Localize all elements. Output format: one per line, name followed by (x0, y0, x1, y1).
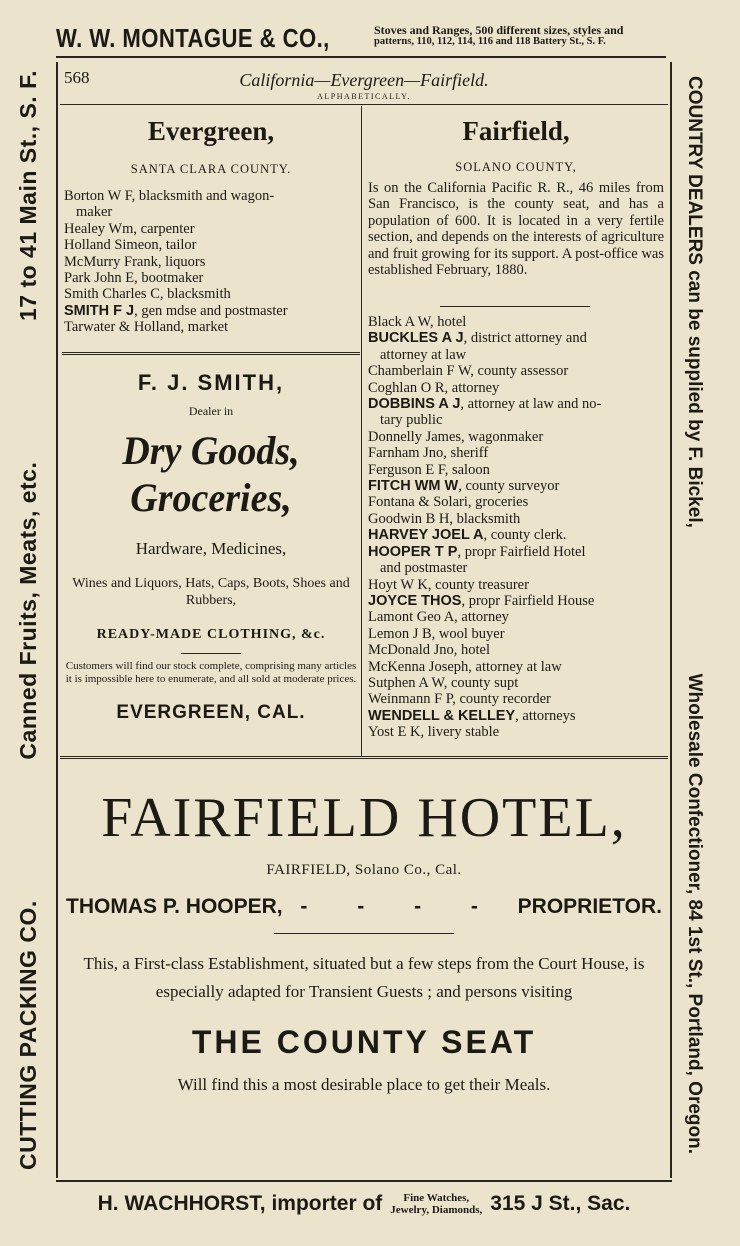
directory-entry (368, 511, 666, 527)
entry-continuation: attorney at law (380, 346, 467, 363)
evergreen-heading: Evergreen, (147, 116, 275, 146)
entry-name: HARVEY JOEL A (368, 527, 484, 544)
directory-entry (64, 319, 360, 335)
directory-entry (368, 544, 666, 560)
right-ad-part1: COUNTRY DEALERS can be supplied by F. Bickel, (684, 76, 705, 528)
entry-text: Donnelly James, wagonmaker (368, 428, 544, 445)
entry-text: McKenna Joseph, attorney at law (368, 658, 562, 675)
left-ad-part2: Canned Fruits, Meats, etc. (14, 461, 41, 760)
smith-dealer: Dealer in (188, 404, 234, 418)
directory-entry (368, 396, 666, 412)
hotel-proprietor-title: PROPRIETOR. (517, 895, 662, 918)
directory-entry (368, 527, 666, 543)
running-title: California—Evergreen—Fairfield. (239, 70, 489, 90)
entry-text: , attorney at law and no- (460, 396, 602, 413)
entry-continuation: maker (76, 204, 113, 221)
left-ad-part3: 17 to 41 Main St., S. F. (14, 70, 41, 322)
hotel-county-seat: THE COUNTY SEAT (191, 1024, 537, 1060)
entry-text: Lemon J B, wool buyer (368, 625, 505, 642)
bottom-ad-name: H. WACHHORST, importer of (97, 1192, 383, 1215)
evergreen-county: SANTA CLARA COUNTY. (130, 162, 292, 176)
entry-text: , propr Fairfield Hotel (457, 543, 586, 560)
directory-entry (368, 659, 666, 675)
directory-entry (368, 445, 666, 461)
entry-text: , county clerk. (483, 527, 567, 544)
directory-entry (368, 724, 666, 740)
entry-text: , propr Fairfield House (461, 592, 595, 609)
entry-name: SMITH F J (64, 302, 135, 319)
entry-text: Holland Simeon, tailor (64, 237, 197, 254)
bottom-ad-small2: Jewelry, Diamonds, (390, 1204, 483, 1216)
directory-entry (368, 642, 666, 658)
directory-entry (368, 626, 666, 642)
directory-entry (368, 380, 666, 396)
smith-clothing: READY-MADE CLOTHING, &c. (96, 627, 326, 642)
entry-text: , attorneys (515, 707, 576, 724)
hotel-meals: Will find this a most desirable place to get their Meals. (177, 1075, 551, 1094)
top-ad-company: W. W. MONTAGUE & CO., (56, 22, 330, 53)
entry-text: Coghlan O R, attorney (368, 379, 500, 396)
entry-name: FITCH WM W (368, 478, 459, 495)
entry-name: WENDELL & KELLEY (368, 707, 516, 724)
directory-entry (64, 303, 360, 319)
fairfield-rule (440, 306, 590, 307)
fairfield-description: Is on the California Pacific R. R., 46 miles from San Francisco, is the county seat, and has a population of 600. It is located in a very fertile section, and depends on the interests of agriculture and fruit growing for its support. A post-office was established February, 1880. (368, 180, 664, 279)
directory-entry (368, 478, 666, 494)
hotel-dashes: - - - - (300, 895, 500, 918)
entry-continuation: tary public (380, 412, 443, 429)
hotel-advertisement (60, 760, 668, 1095)
page-number: 568 (64, 68, 90, 87)
entry-text: Weinmann F P, county recorder (368, 691, 551, 708)
entry-text: Black A W, hotel (368, 314, 467, 330)
column-divider (361, 106, 362, 756)
top-ad-details (374, 24, 674, 48)
entry-text: Sutphen A W, county supt (368, 674, 519, 691)
smith-goods: Dry Goods, Groceries, (122, 428, 300, 520)
entry-text: Farnham Jno, sheriff (368, 445, 489, 462)
top-advertisement (56, 20, 666, 58)
hotel-proprietor-line (66, 895, 662, 919)
fairfield-entries (368, 314, 666, 741)
entry-text: Ferguson E F, saloon (368, 461, 490, 478)
directory-entry (368, 330, 666, 346)
evergreen-entries (64, 188, 360, 336)
smith-place: EVERGREEN, CAL. (116, 702, 306, 723)
directory-entry (64, 188, 360, 204)
directory-entry (368, 363, 666, 379)
hotel-description: This, a First-class Establishment, situated but a few steps from the Court House, is especially adapted for Transient Guests ; and persons visiting (83, 954, 645, 1001)
entry-text: Park John E, bootmaker (64, 270, 204, 287)
smith-advertisement (62, 370, 360, 724)
top-ad-line1: Stoves and Ranges, 500 different sizes, styles and (374, 23, 624, 37)
directory-entry (368, 609, 666, 625)
right-side-advertisement (674, 70, 714, 1160)
smith-wines: Wines and Liquors, Hats, Caps, Boots, Shoes and Rubbers, (72, 576, 350, 608)
directory-entry (64, 237, 360, 253)
header-rule (60, 104, 668, 105)
smith-note: Customers will find our stock complete, comprising many articles it is impossible here to enumerate, and all sold at moderate prices. (65, 660, 357, 685)
directory-entry (368, 577, 666, 593)
left-ad-part1: CUTTING PACKING CO. (14, 900, 41, 1170)
entry-text: Healey Wm, carpenter (64, 220, 195, 237)
directory-entry (368, 593, 666, 609)
smith-hardware: Hardware, Medicines, (135, 539, 287, 558)
entry-text: Yost E K, livery stable (368, 724, 500, 741)
entry-text: Fontana & Solari, groceries (368, 494, 529, 511)
bottom-ad-goods (390, 1192, 482, 1216)
directory-entry (368, 429, 666, 445)
section-rule (60, 756, 668, 759)
entry-text: Borton W F, blacksmith and wagon- (64, 188, 275, 204)
directory-entry (368, 494, 666, 510)
fairfield-county: SOLANO COUNTY, (455, 160, 577, 174)
running-header (60, 66, 668, 102)
entry-text: Goodwin B H, blacksmith (368, 510, 521, 527)
directory-entry (368, 691, 666, 707)
directory-entry (64, 270, 360, 286)
right-ad-part2: Wholesale Confectioner, 84 1st St., Portland, Oregon. (684, 673, 705, 1154)
entry-text: , county surveyor (458, 478, 560, 495)
evergreen-rule (62, 352, 360, 355)
fairfield-heading: Fairfield, (462, 116, 570, 146)
directory-entry (64, 221, 360, 237)
entry-text: Chamberlain F W, county assessor (368, 363, 569, 380)
hotel-proprietor: THOMAS P. HOOPER, (66, 895, 283, 918)
entry-text: , gen mdse and postmaster (134, 302, 288, 319)
entry-name: HOOPER T P (368, 543, 458, 560)
directory-entry (368, 462, 666, 478)
entry-text: Tarwater & Holland, market (64, 319, 229, 336)
hotel-name: FAIRFIELD HOTEL, (101, 787, 627, 849)
entry-text: Lamont Geo A, attorney (368, 609, 509, 626)
smith-name: F. J. SMITH, (137, 370, 285, 395)
smith-rule (181, 653, 241, 654)
entry-text: Smith Charles C, blacksmith (64, 286, 231, 303)
directory-entry (368, 708, 666, 724)
entry-name: DOBBINS A J (368, 396, 461, 413)
entry-name: JOYCE THOS (368, 592, 462, 609)
bottom-ad-address: 315 J St., Sac. (490, 1192, 631, 1215)
bottom-ad-small1: Fine Watches, (403, 1192, 470, 1204)
top-ad-line2: patterns, 110, 112, 114, 116 and 118 Battery St., S. F. (374, 36, 606, 47)
entry-text: Hoyt W K, county treasurer (368, 576, 529, 593)
entry-text: McDonald Jno, hotel (368, 642, 491, 659)
hotel-location: FAIRFIELD, Solano Co., Cal. (266, 862, 462, 878)
bottom-advertisement (56, 1180, 672, 1226)
left-side-advertisement (4, 60, 52, 1180)
hotel-rule (274, 933, 454, 934)
directory-entry (368, 314, 666, 330)
entry-name: BUCKLES A J (368, 330, 464, 347)
alphabetically-label: ALPHABETICALLY. (317, 92, 411, 101)
directory-entry (368, 675, 666, 691)
entry-text: , district attorney and (463, 330, 587, 347)
directory-entry (64, 286, 360, 302)
entry-text: McMurry Frank, liquors (64, 253, 206, 270)
directory-entry (64, 254, 360, 270)
entry-continuation: and postmaster (380, 560, 468, 577)
